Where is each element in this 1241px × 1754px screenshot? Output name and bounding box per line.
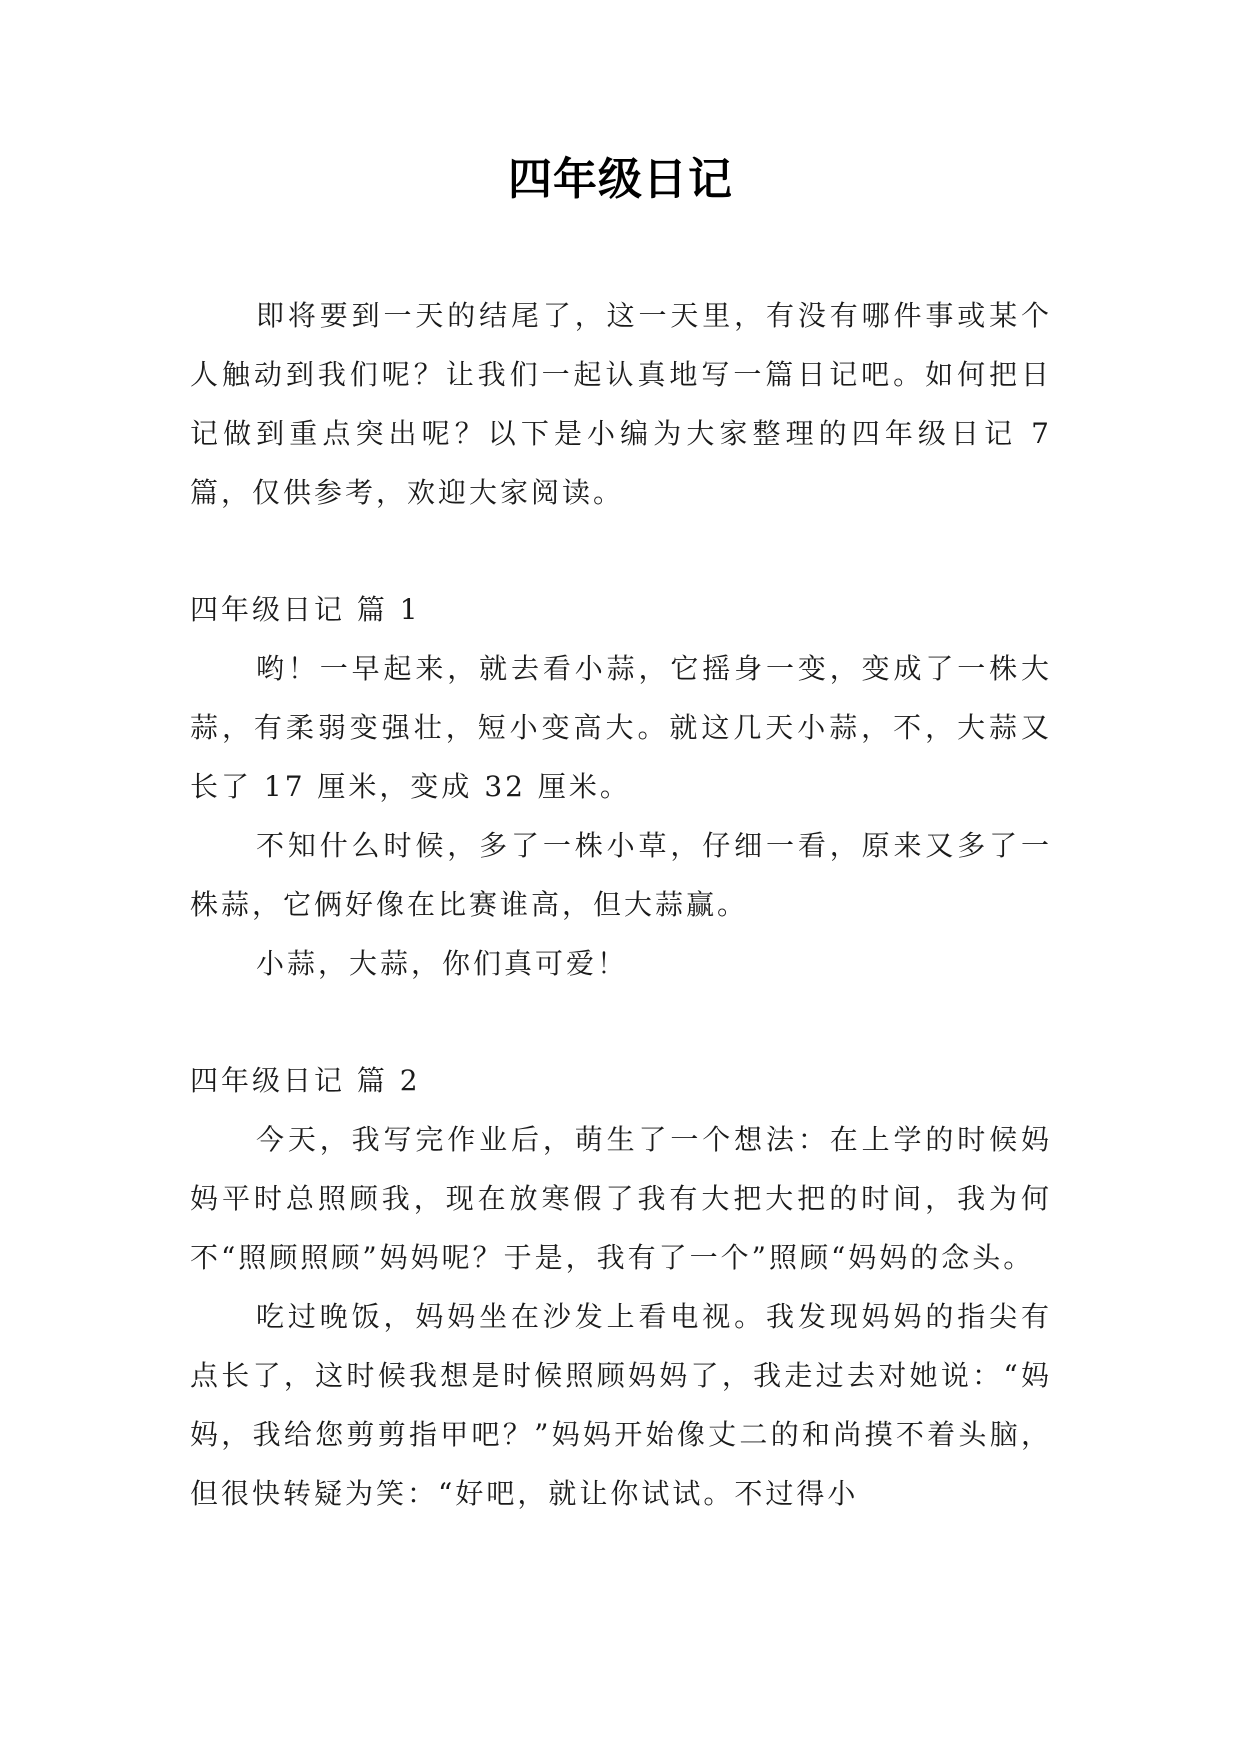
section-gap	[190, 993, 1052, 1051]
entry-paragraph: 今天，我写完作业后，萌生了一个想法：在上学的时候妈妈平时总照顾我，现在放寒假了我有大把大把的时间，我为何不“照顾照顾”妈妈呢？于是，我有了一个”照顾“妈妈的念头。	[190, 1123, 1052, 1274]
entry-heading: 四年级日记 篇 1	[190, 593, 421, 626]
document-body	[190, 286, 1052, 1523]
entry-paragraph: 小蒜，大蒜，你们真可爱！	[256, 947, 629, 980]
entry-paragraph: 不知什么时候，多了一株小草，仔细一看，原来又多了一株蒜，它俩好像在比赛谁高，但大蒜赢。	[190, 829, 1052, 921]
entry-paragraph: 吃过晚饭，妈妈坐在沙发上看电视。我发现妈妈的指尖有点长了，这时候我想是时候照顾妈妈了，我走过去对她说：“妈妈，我给您剪剪指甲吧？”妈妈开始像丈二的和尚摸不着头脑，但很快转疑为笑：“好吧，就让你试试。不过得小	[190, 1300, 1052, 1510]
diary-entry-1	[190, 580, 1052, 993]
entry-paragraph: 哟！一早起来，就去看小蒜，它摇身一变，变成了一株大蒜，有柔弱变强壮，短小变高大。就这几天小蒜，不，大蒜又长了 17 厘米，变成 32 厘米。	[190, 652, 1052, 803]
diary-entry-2	[190, 1051, 1052, 1523]
document-title: 四年级日记	[508, 154, 733, 205]
entry-heading: 四年级日记 篇 2	[190, 1064, 421, 1097]
intro-paragraph: 即将要到一天的结尾了，这一天里，有没有哪件事或某个人触动到我们呢？让我们一起认真地写一篇日记吧。如何把日记做到重点突出呢？以下是小编为大家整理的四年级日记 7 篇，仅供参考，欢迎大家阅读。	[190, 299, 1052, 509]
section-gap	[190, 522, 1052, 580]
